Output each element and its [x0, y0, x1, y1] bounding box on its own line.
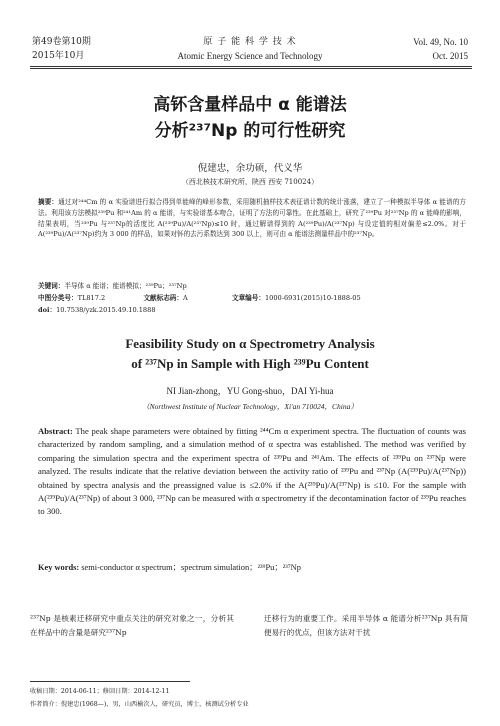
doi-label: doi：	[38, 306, 57, 314]
classification-line	[38, 293, 468, 303]
body-column-left: ²³⁷Np 是核素迁移研究中重点关注的研究对象之一，分析其在样品中的含量是研究²³⁷Np	[30, 614, 234, 637]
doc-code-value: A	[183, 294, 188, 302]
authors-en: NI Jian-zhong，YU Gong-shuo，DAI Yi-hua	[166, 386, 334, 396]
journal-title-en: Atomic Energy Science and Technology	[177, 51, 323, 61]
keywords-cn-text: 半导体 α 能谱；能谱模拟；²³⁹Pu；²³⁷Np	[64, 282, 187, 290]
footnote-dates: 收稿日期：2014-06-11；修回日期：2014-12-11	[30, 688, 170, 695]
authors-cn: 倪建忠，余功硕，代义华	[197, 163, 303, 174]
volume-issue-en: Vol. 49, No. 10	[413, 37, 468, 47]
affiliation-cn: （西北核技术研究所，陕西 西安 710024）	[181, 178, 319, 186]
keywords-en-text: semi-conductor α spectrum；spectrum simulation；²³⁹Pu；²³⁷Np	[79, 563, 301, 572]
body-column-right: 迁移行为的重要工作。采用半导体 α 能谱分析²³⁷Np 具有简便易行的优点，但该方法对干扰	[264, 614, 468, 637]
title-en-line1: Feasibility Study on α Spectrometry Analysis	[125, 336, 375, 351]
affiliation-en: （Northwest Institute of Nuclear Technology，Xi'an 710024，China）	[142, 402, 358, 411]
clc-value: TL817.2	[77, 294, 106, 302]
keywords-en-label: Key words:	[38, 563, 80, 572]
date-en: Oct. 2015	[432, 51, 468, 61]
abstract-en-label: Abstract:	[38, 426, 73, 436]
journal-title-cn: 原 子 能 科 学 技 术	[203, 37, 297, 47]
abstract-cn-label: 摘要：	[38, 198, 59, 206]
title-cn-line1: 高钚含量样品中 α 能谱法	[153, 95, 347, 115]
abstract-en	[38, 425, 466, 519]
abstract-cn-text: 通过对²⁴⁴Cm 的 α 实验谱进行拟合得到单能峰的峰形参数，采用随机抽样技术表征谱计数的统计涨落，建立了一种模拟半导体 α 能谱的方法。利用该方法模拟²³⁹Pu 和²⁴¹Am 的 α 能谱，与实验谱基本吻合，证明了方法的可靠性。在此基础上，研究了²³⁹Pu 对²³⁷Np 的 α 能峰的影响，结果表明，当²³⁹Pu 与²³⁷Np的活度比 A(²³⁹Pu)/A(²³⁷Np)≤10 时，通过解谱得到的 A(²³⁹Pu)/A(²³⁷Np) 与设定值的相对偏差≤2.0%。对于 A(²³⁹Pu)/A(²³⁷Np)约为 3 000 的样品，如果对钚的去污系数达到 300 以上，则可由 α 能谱法测量样品中的²³⁷Np。	[38, 198, 466, 239]
volume-issue-cn: 第49卷第10期	[32, 37, 91, 47]
header-rule	[30, 66, 472, 67]
date-cn: 2015年10月	[32, 51, 85, 61]
abstract-en-text: The peak shape parameters were obtained by fitting ²⁴⁴Cm α experiment spectra. The fluctuation of counts was characterized by random sampling, and a simulation method of α spectra was established. The method was verified by comparing the simulation spectra and the experiment spectra of ²³⁹Pu and ²⁴¹Am. The effects of ²³⁹Pu on ²³⁷Np were analyzed. The results indicate that the relative deviation between the activity ratio of ²³⁹Pu and ²³⁷Np (A(²³⁹Pu)/A(²³⁷Np)) obtained by spectra analysis and the preassigned value is ≤2.0% if the A(²³⁹Pu)/A(²³⁷Np) is ≤10. For the sample with A(²³⁹Pu)/A(²³⁷Np) of about 3 000, ²³⁷Np can be measured with α spectrometry if the decontamination factor of ²³⁹Pu reaches to 300.	[38, 426, 466, 517]
keywords-cn	[38, 281, 187, 291]
article-number-label: 文章编号：	[231, 294, 265, 302]
keywords-cn-label: 关键词：	[38, 282, 65, 290]
footnote-author-bio: 作者简介：倪建忠(1968—)，男，山西榆次人，研究员，博士，核测试分析专业	[30, 701, 249, 708]
doc-code-label: 文献标志码：	[143, 294, 183, 302]
title-en-line2: of ²³⁷Np in Sample with High ²³⁹Pu Content	[131, 356, 369, 371]
footnote-rule	[30, 681, 190, 682]
article-number-value: 1000-6931(2015)10-1888-05	[264, 294, 361, 302]
clc-label: 中图分类号：	[38, 294, 78, 302]
abstract-cn	[38, 197, 466, 240]
doi-line	[38, 305, 156, 315]
title-cn-line2: 分析²³⁷Np 的可行性研究	[154, 121, 346, 141]
doi-value[interactable]: 10.7538/yzk.2015.49.10.1888	[56, 306, 156, 314]
header-rule-double	[30, 68, 472, 69]
keywords-en	[38, 561, 468, 573]
